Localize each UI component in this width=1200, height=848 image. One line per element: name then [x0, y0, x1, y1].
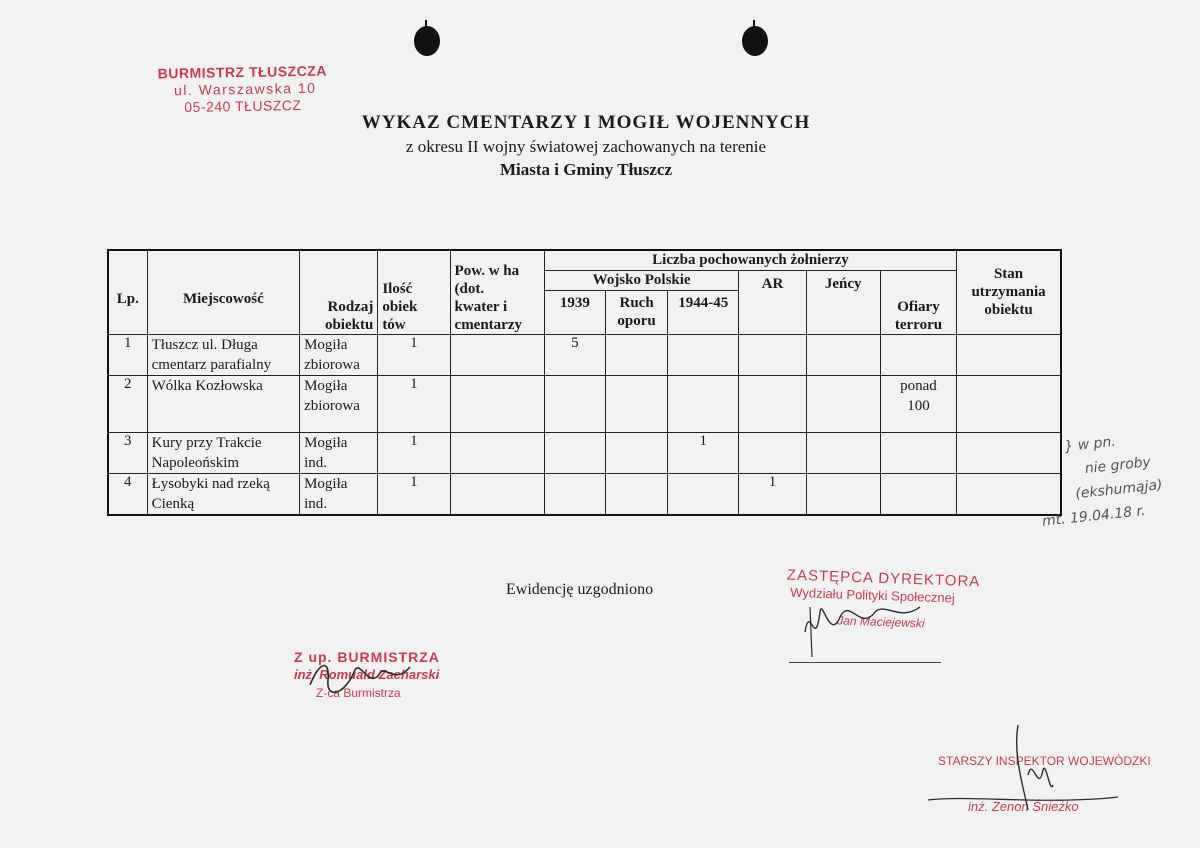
- deputy-mayor-stamp-line: Z-ca Burmistrza: [316, 686, 401, 700]
- deputy-mayor-signature: [300, 655, 420, 700]
- inspector-signature: [928, 715, 1128, 825]
- cell-jency: [806, 334, 880, 375]
- document-subtitle-location: Miasta i Gminy Tłuszcz: [499, 160, 673, 179]
- header-text: oporu: [617, 312, 656, 329]
- header-text: cmentarzy: [454, 316, 522, 333]
- header-rodzaj: [300, 250, 378, 334]
- cell-ofiary: [880, 473, 956, 515]
- header-text: obiektu: [984, 302, 1033, 319]
- cell-miejscowosc: [147, 375, 299, 432]
- cell-text: Mogiła: [304, 475, 348, 492]
- handwritten-note-line: } w pn.: [1063, 433, 1117, 456]
- deputy-director-stamp-line: ZASTĘPCA DYREKTORA: [786, 566, 981, 591]
- director-signature-line: [789, 662, 941, 663]
- deputy-director-stamp-line: Wydziału Polityki Społecznej: [789, 584, 956, 606]
- cell-ruch: [606, 334, 668, 375]
- cell-ofiary: [880, 375, 956, 432]
- header-wojsko: Wojsko Polskie: [544, 270, 739, 290]
- cell-ofiary: [880, 334, 956, 375]
- cell-ar: [739, 375, 806, 432]
- cell-rodzaj: [300, 432, 378, 473]
- cell-text: Mogiła: [304, 336, 348, 353]
- cell-text: Mogiła: [304, 434, 348, 451]
- cell-text: Wólka Kozłowska: [151, 377, 263, 394]
- header-text: Ofiary: [897, 298, 940, 315]
- header-liczba: Liczba pochowanych żołnierzy: [544, 250, 956, 270]
- mayor-stamp: [158, 63, 328, 117]
- header-text: Stan: [993, 266, 1024, 283]
- cell-ilosc: 1: [378, 432, 450, 473]
- deputy-mayor-stamp-line: Z up. BURMISTRZA: [294, 649, 440, 665]
- deputy-director-signature: [800, 592, 930, 662]
- cell-rodzaj: [300, 334, 378, 375]
- header-text: tów: [382, 316, 406, 333]
- header-ilosc: [378, 250, 450, 334]
- cell-1944: [668, 375, 739, 432]
- cell-stan: [957, 375, 1061, 432]
- cell-1939: [544, 432, 605, 473]
- cell-miejscowosc: [147, 432, 299, 473]
- document-subtitle: z okresu II wojny światowej zachowanych na terenie: [405, 137, 767, 156]
- cell-lp: 3: [108, 432, 147, 473]
- agreement-text: Ewidencję uzgodniono: [506, 581, 654, 598]
- cell-lp: 2: [108, 375, 147, 432]
- cell-stan: [957, 432, 1061, 473]
- header-text: (dot.: [454, 280, 485, 297]
- table-row: [108, 473, 1061, 515]
- cell-text: ind.: [304, 454, 327, 471]
- cell-1944: [668, 334, 739, 375]
- document-title: WYKAZ CMENTARZY I MOGIŁ WOJENNYCH: [361, 112, 811, 133]
- cell-pow: [450, 473, 544, 515]
- cell-ilosc: 1: [378, 375, 450, 432]
- header-1944: 1944-45: [668, 290, 739, 334]
- cell-ruch: [606, 432, 668, 473]
- header-miejscowosc: Miejscowość: [147, 250, 299, 334]
- header-1939: 1939: [544, 290, 605, 334]
- cell-1939: [544, 473, 605, 515]
- deputy-mayor-stamp-line: inż. Romuald Zacharski: [294, 667, 440, 682]
- handwritten-note-line: (ekshumąja): [1074, 477, 1164, 503]
- cell-text: ind.: [304, 495, 327, 512]
- inspector-stamp-line: STARSZY INSPEKTOR WOJEWÓDZKI: [938, 754, 1151, 768]
- cell-ar: [739, 432, 806, 473]
- header-text: Rodzaj: [327, 298, 374, 315]
- punch-hole-left: [414, 26, 440, 56]
- header-stan: [957, 250, 1061, 334]
- cell-lp: 4: [108, 473, 147, 515]
- cell-miejscowosc: [147, 334, 299, 375]
- table-row: [108, 334, 1061, 375]
- header-lp: Lp.: [108, 250, 147, 334]
- cell-lp: 1: [108, 334, 147, 375]
- cell-pow: [450, 334, 544, 375]
- cell-text: 100: [907, 397, 930, 414]
- cell-text: Łysobyki nad rzeką: [151, 475, 270, 492]
- header-text: kwater i: [454, 298, 508, 315]
- mayor-stamp-line: 05-240 TŁUSZCZ: [184, 96, 302, 116]
- cell-1944: 1: [668, 432, 739, 473]
- handwritten-note-line: mt. 19.04.18 r.: [1041, 503, 1147, 530]
- header-text: obiektu: [324, 316, 374, 333]
- cell-miejscowosc: [147, 473, 299, 515]
- cell-text: Cienką: [151, 495, 195, 512]
- header-text: utrzymania: [971, 284, 1046, 301]
- cell-ruch: [606, 473, 668, 515]
- cell-text: Mogiła: [304, 377, 348, 394]
- cell-jency: [806, 473, 880, 515]
- header-text: Ilość: [382, 280, 413, 297]
- cell-rodzaj: [300, 375, 378, 432]
- cell-jency: [806, 432, 880, 473]
- cell-1939: 5: [544, 334, 605, 375]
- header-text: obiek: [382, 298, 418, 315]
- cell-pow: [450, 432, 544, 473]
- cell-ilosc: 1: [378, 473, 450, 515]
- header-ruch: [606, 290, 668, 334]
- cell-text: Kury przy Trakcie: [151, 434, 262, 451]
- deputy-director-stamp-line: Jan Maciejewski: [837, 613, 925, 631]
- mayor-stamp-line: ul. Warszawska 10: [173, 79, 317, 99]
- cell-ofiary: [880, 432, 956, 473]
- handwritten-note: [1041, 425, 1166, 530]
- header-ar: AR: [739, 270, 806, 334]
- table-row: [108, 432, 1061, 473]
- cell-ruch: [606, 375, 668, 432]
- cell-rodzaj: [300, 473, 378, 515]
- cell-text: Tłuszcz ul. Długa: [151, 336, 258, 353]
- cell-ilosc: 1: [378, 334, 450, 375]
- header-pow: [450, 250, 544, 334]
- mayor-stamp-line: BURMISTRZ TŁUSZCZA: [157, 62, 328, 82]
- header-ofiary: [880, 270, 956, 334]
- handwritten-note-line: nie groby: [1084, 454, 1152, 478]
- cell-jency: [806, 375, 880, 432]
- header-text: Pow. w ha: [454, 262, 520, 279]
- cell-text: ponad: [900, 377, 937, 394]
- cell-text: zbiorowa: [304, 356, 360, 373]
- header-text: Ruch: [619, 294, 654, 311]
- cell-1939: [544, 375, 605, 432]
- cell-stan: [957, 473, 1061, 515]
- table-row: [108, 375, 1061, 432]
- header-text: terroru: [894, 316, 943, 333]
- cell-text: Napoleońskim: [151, 454, 240, 471]
- inspector-stamp-line: inż. Zenon Śnieżko: [968, 799, 1079, 814]
- cell-ar: [739, 334, 806, 375]
- header-jency: Jeńcy: [806, 270, 880, 334]
- cell-text: cmentarz parafialny: [151, 356, 272, 373]
- cell-pow: [450, 375, 544, 432]
- cell-stan: [957, 334, 1061, 375]
- cell-1944: [668, 473, 739, 515]
- punch-hole-right: [742, 26, 768, 56]
- cell-text: zbiorowa: [304, 397, 360, 414]
- cell-ar: 1: [739, 473, 806, 515]
- war-graves-table: [107, 249, 1062, 516]
